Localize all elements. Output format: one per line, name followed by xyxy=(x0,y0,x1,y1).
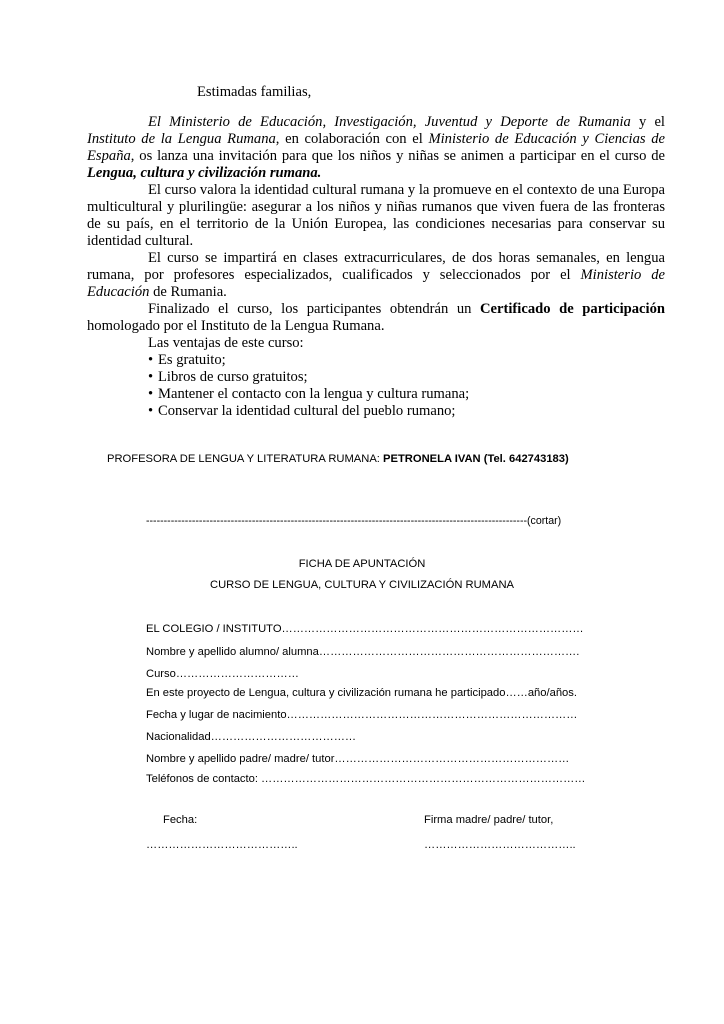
certificate-name: Certificado de participación xyxy=(480,301,665,317)
bullet-icon: • xyxy=(148,386,154,402)
cut-line: ------------------------------------------------------------------------------------------------------------(cortar) xyxy=(146,515,562,527)
teacher-name: PETRONELA IVAN (Tel. 642743183) xyxy=(383,453,569,465)
text-invitation: , os lanza una invitación para que los niños y niñas se animen a participar en el curso de xyxy=(130,148,665,164)
list-item xyxy=(148,352,665,369)
field-student-name[interactable]: Nombre y apellido alumno/ alumna……………………………………………………………. xyxy=(146,646,580,658)
form-title: FICHA DE APUNTACIÓN xyxy=(298,558,426,570)
signature-label: Firma madre/ padre/ tutor, xyxy=(424,814,554,826)
text-certificate: Finalizado el curso, los participantes obtendrán un xyxy=(148,301,481,317)
institute-name: Instituto de la Lengua Rumana xyxy=(87,131,276,147)
text-certificate-end: homologado por el Instituto de la Lengua Rumana. xyxy=(87,318,385,334)
spanish-ministry-name: Ministerio de Educación y Ciencias de España xyxy=(87,131,665,164)
field-nationality[interactable]: Nacionalidad………………………………… xyxy=(146,731,357,743)
advantages-list xyxy=(87,352,665,420)
paragraph-certificate xyxy=(87,301,665,335)
field-parent-name[interactable]: Nombre y apellido padre/ madre/ tutor……………………………………………………… xyxy=(146,753,570,765)
teacher-label: PROFESORA DE LENGUA Y LITERATURA RUMANA: xyxy=(107,453,384,465)
list-item xyxy=(148,403,665,420)
paragraph-invitation xyxy=(87,114,665,182)
form-subtitle: CURSO DE LENGUA, CULTURA Y CIVILIZACIÓN RUMANA xyxy=(210,579,514,591)
field-school[interactable]: EL COLEGIO / INSTITUTO……………………………………………………………………… xyxy=(146,623,584,635)
text-classes-end: de Rumania. xyxy=(149,284,227,300)
list-item xyxy=(148,386,665,403)
field-grade[interactable]: Curso…………………………… xyxy=(146,668,299,680)
text-collab: , en colaboración con el xyxy=(275,131,429,147)
text-and: y el xyxy=(630,114,665,130)
advantage-text: Mantener el contacto con la lengua y cultura rumana; xyxy=(158,386,470,402)
field-participation-years[interactable]: En este proyecto de Lengua, cultura y civilización rumana he participado……año/años. xyxy=(146,687,577,699)
text-classes: El curso se impartirá en clases extracurriculares, de dos horas semanales, en lengua rumana, por profesores especializados, cualificados y seleccionados por el xyxy=(87,250,665,283)
advantage-text: Es gratuito; xyxy=(158,352,226,368)
advantage-text: Libros de curso gratuitos; xyxy=(158,369,308,385)
paragraph-classes xyxy=(87,250,665,301)
signature-line[interactable]: ………………………………….. xyxy=(424,839,576,851)
date-line[interactable]: ………………………………….. xyxy=(146,839,298,851)
field-phone[interactable]: Teléfonos de contacto: …………………………………………………………………………… xyxy=(146,773,586,785)
bullet-icon: • xyxy=(148,369,154,385)
date-label: Fecha: xyxy=(163,814,198,826)
romanian-ministry-name: El Ministerio de Educación, Investigación, Juventud y Deporte de Rumania xyxy=(148,114,631,130)
greeting: Estimadas familias, xyxy=(197,84,312,100)
bullet-icon: • xyxy=(148,403,154,419)
advantages-intro: Las ventajas de este curso: xyxy=(148,335,304,351)
list-item xyxy=(148,369,665,386)
teacher-contact xyxy=(107,452,569,466)
paragraph-course-value: El curso valora la identidad cultural rumana y la promueve en el contexto de una Europa multicultural y plurilingüe: asegurar a los niños y niñas rumanos que viven fuera de las fronteras de su país, en el territorio de la Unión Europea, las condiciones necesarias para conservar su identidad cultural. xyxy=(87,182,665,249)
advantage-text: Conservar la identidad cultural del pueblo rumano; xyxy=(158,403,456,419)
field-birth-date-place[interactable]: Fecha y lugar de nacimiento…………………………………………………………………… xyxy=(146,709,578,721)
letter xyxy=(87,84,665,420)
bullet-icon: • xyxy=(148,352,154,368)
course-name: Lengua, cultura y civilización rumana. xyxy=(87,165,322,181)
ministry-short-name: Ministerio de Educación xyxy=(87,267,665,300)
